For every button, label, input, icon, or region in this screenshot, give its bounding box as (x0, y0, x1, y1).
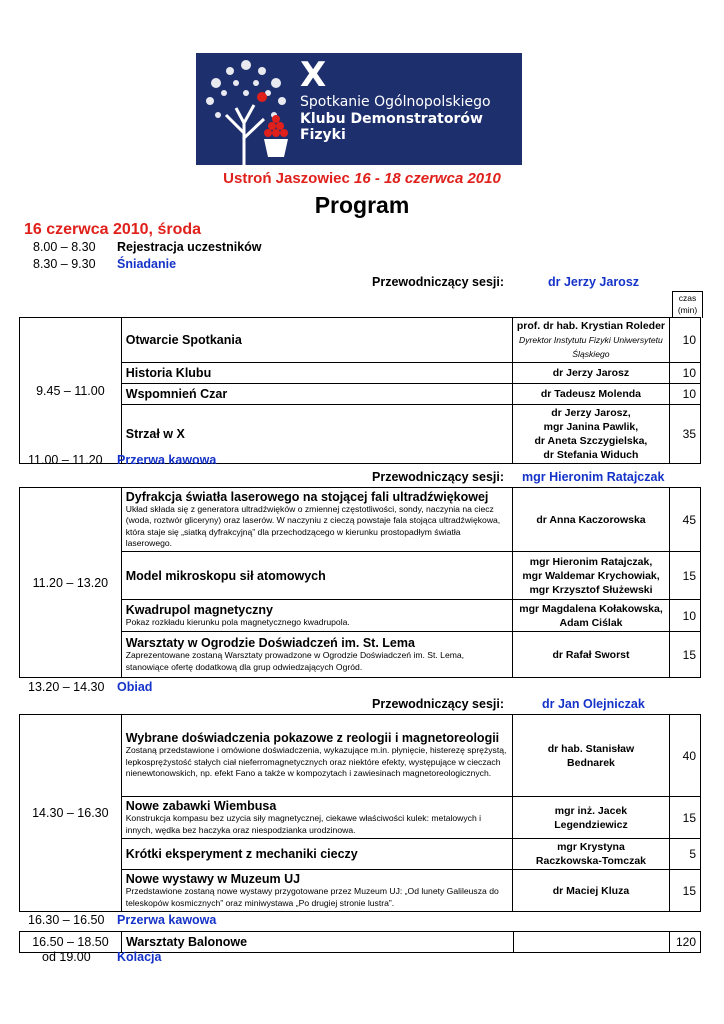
session-chair: dr Jan Olejniczak (542, 697, 645, 711)
duration: 15 (670, 797, 701, 839)
event-dates: 16 - 18 czerwca 2010 (354, 170, 501, 187)
presenter: dr Maciej Kluza (512, 870, 669, 912)
banner-line-1: Spotkanie Ogólnopolskiego (300, 94, 491, 110)
session-3-table (19, 714, 701, 912)
dinner-label: Kolacja (117, 950, 162, 964)
prelim-time: 8.00 – 8.30 (33, 240, 96, 254)
duration: 15 (670, 552, 701, 600)
presenter-affiliation: Dyrektor Instytutu Fizyki Uniwersytetu Śląskiego (519, 335, 663, 359)
session-2-table (19, 487, 701, 678)
dinner-time: od 19.00 (42, 950, 91, 964)
break-label: Przerwa kawowa (117, 913, 217, 927)
edition-number: X (300, 55, 327, 95)
session-time: 11.20 – 13.20 (20, 488, 122, 678)
event-description: Zaprezentowane zostaną Warsztaty prowadzone w Ogrodzie Doświadczeń im. St. Lema, stanowiące ofertę dodatkową dla grup odwiedzających Ogród. (125, 650, 465, 672)
session-time: 14.30 – 16.30 (20, 715, 122, 912)
prelim-time: 8.30 – 9.30 (33, 257, 96, 271)
duration: 10 (670, 384, 701, 405)
prelim-label: Śniadanie (117, 257, 177, 271)
presenter: dr Jerzy Jarosz, mgr Janina Pawlik, dr Aneta Szczygielska, dr Stefania Widuch (512, 405, 669, 464)
tree-logo-icon (196, 53, 296, 165)
prelim-label: Rejestracja uczestników (117, 240, 262, 254)
session-chair: dr Jerzy Jarosz (548, 275, 640, 289)
session-time: 9.45 – 11.00 (20, 318, 122, 464)
duration: 10 (670, 600, 701, 632)
presenter: mgr inż. Jacek Legendziewicz (512, 797, 669, 839)
event-description: Przedstawione zostaną nowe wystawy przygotowane przez Muzeum UJ: „Od lunety Galileusza do teleskopów kosmicznych” oraz miniwystawa „Po drugiej stronie lustra”. (125, 886, 499, 908)
duration: 15 (670, 632, 701, 678)
break-time: 11.00 – 11.20 (28, 453, 103, 467)
event-title: Strzał w X (125, 427, 185, 441)
day-heading: 16 czerwca 2010, środa (24, 221, 202, 238)
event-title: Kwadrupol magnetyczny (125, 602, 273, 617)
duration: 35 (670, 405, 701, 464)
event-title: Model mikroskopu sił atomowych (125, 568, 326, 583)
chair-label: Przewodniczący sesji: (372, 275, 505, 289)
presenter: dr Tadeusz Molenda (512, 384, 669, 405)
chair-label: Przewodniczący sesji: (372, 697, 505, 711)
event-description: Zostaną przedstawione i omówione doświadczenia, wykazujące m.in. płynięcie, histerezę sprężystą, lepkosprężystość stałych ciał nieferromagnetycznych oraz niektóre efekty, występujące w cieczach nienewtonowskich, np. efekt Fano a także w kompozytach i zawiesinach magnetoreologicznych. (125, 745, 507, 779)
presenter: mgr Krystyna Raczkowska-Tomczak (512, 839, 669, 870)
duration: 45 (670, 488, 701, 552)
duration: 120 (670, 932, 701, 953)
event-title: Otwarcie Spotkania (125, 333, 242, 347)
presenter: dr Rafał Sworst (512, 632, 669, 678)
event-title: Wspomnień Czar (125, 387, 228, 401)
duration: 15 (670, 870, 701, 912)
break-label: Przerwa kawowa (117, 453, 217, 467)
event-title: Warsztaty w Ogrodzie Doświadczeń im. St. Lema (125, 636, 415, 650)
presenter: prof. dr hab. Krystian Roleder Dyrektor Instytutu Fizyki Uniwersytetu Śląskiego (512, 318, 669, 363)
lunch-label: Obiad (117, 680, 153, 694)
duration: 40 (670, 715, 701, 797)
event-description: Układ składa się z generatora ultradźwięków o zmiennej częstotliwości, sondy, naczynia na ciecz (woda, roztwór gliceryny) oraz laserów. W naczyniu z cieczą powstaje fala stojąca ultradźwiękowa, która staje się „siatką dyfrakcyjną” dla przechodzącego w kierunku prostopadłym światła laserowego. (125, 503, 501, 548)
event-place: Ustroń Jaszowiec 16 - 18 czerwca 2010 (223, 170, 501, 187)
duration: 10 (670, 318, 701, 363)
event-title: Nowe zabawki Wiembusa (125, 799, 277, 813)
event-title: Krótki eksperyment z mechaniki cieczy (125, 847, 358, 861)
presenter: mgr Magdalena Kołakowska, Adam Ciślak (512, 600, 669, 632)
event-title: Warsztaty Balonowe (125, 935, 248, 949)
event-logo-banner (196, 53, 522, 165)
presenter: dr Jerzy Jarosz (512, 363, 669, 384)
event-title: Wybrane doświadczenia pokazowe z reologii i magnetoreologii (125, 731, 500, 746)
chair-label: Przewodniczący sesji: (372, 470, 505, 484)
duration: 5 (670, 839, 701, 870)
duration-header: czas (min) (672, 291, 703, 318)
presenter: dr Anna Kaczorowska (512, 488, 669, 552)
session-1-table (19, 317, 701, 464)
event-title: Historia Klubu (125, 366, 212, 380)
event-description: Konstrukcja kompasu bez uzycia siły magnetycznej, ciekawe właściwości kulek: metalowych i innych, wędka bez haczyka oraz niespodzianka urodzinowa. (125, 813, 482, 835)
presenter: dr hab. Stanisław Bednarek (512, 715, 669, 797)
presenter: mgr Hieronim Ratajczak, mgr Waldemar Krychowiak, mgr Krzysztof Służewski (512, 552, 669, 600)
event-description: Pokaz rozkładu kierunku pola magnetycznego kwadrupola. (125, 616, 350, 627)
event-title: Nowe wystawy w Muzeum UJ (125, 872, 301, 886)
banner-line-2: Klubu Demonstratorów Fizyki (300, 111, 483, 143)
event-title: Dyfrakcja światła laserowego na stojącej fali ultradźwiękowej (125, 489, 489, 504)
balloons-time: 16.50 – 18.50 (20, 932, 122, 953)
lunch-time: 13.20 – 14.30 (28, 680, 105, 694)
page-title: Program (314, 192, 410, 218)
break-time: 16.30 – 16.50 (28, 913, 105, 927)
session-chair: mgr Hieronim Ratajczak (522, 470, 665, 484)
duration: 10 (670, 363, 701, 384)
